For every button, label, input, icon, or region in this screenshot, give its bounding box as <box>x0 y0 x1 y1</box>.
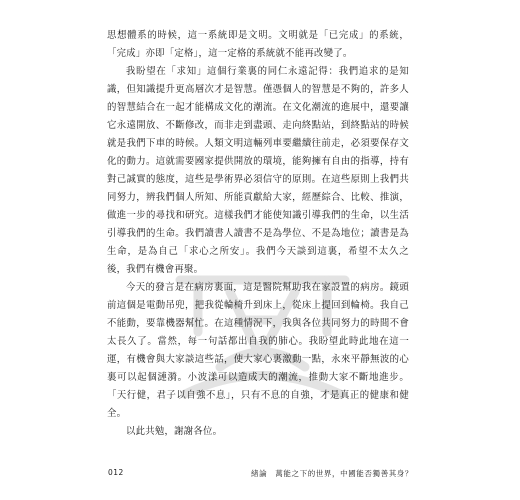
paragraph: 我盼望在「求知」這個行業裏的同仁永遠記得：我們追求的是知識，但知識提升更高層次才是智慧。僅憑個人的智慧是不夠的，許多人的智慧結合在一起才能構成文化的潮流。在文化潮流的進展中，還要讓它永遠開放、不斷修改，而非走到盡頭、走向終點站，到終點站的時候就是我們下車的時候。人類文明這輛列車要繼續往前走，必須要保存文化的動力。這就需要國家提供開放的環境，能夠擁有自由的指導，持有對己誠實的態度，這些是學術界必須信守的原則。在這些原則上我們共同努力，辨我們個人所知、所能貢獻給大家，經歷綜合、比較、推演，做進一步的尋找和研究。這樣我們才能使知識引導我們的生命，以生活引導我們的生命。我們讀書人讀書不是為學位、不是為地位；讀書是為生命，是為自己「求心之所安」。我們今天談到這裏，希望不太久之後，我們有機會再聚。 <box>107 66 409 275</box>
page-footer <box>108 468 413 482</box>
closing-paragraph: 以此共勉，謝謝各位。 <box>126 426 223 437</box>
running-head: 緒論 萬能之下的世界，中國能否獨善其身？ <box>251 469 413 478</box>
paragraph: 今天的發言是在病房裏面，這是醫院幫助我在家設置的病房。鏡頭前這個是電動吊兜，把我從輪椅升到床上，從床上提回到輪椅。我自己不能動，要靠機器幫忙。在這種情況下，我與各位共同努力的時間不會太長久了。當然，每一句話都出自我的肺心。我盼望此時此地在這一運，有機會與大家談這些話，使大家心裏激動一點，永來平靜無波的心裏可以起個漣漪。小波漾可以造成大的潮流，推動大家不斷地進步。「天行健，君子以自強不息」，只有不息的自強，才是真正的健康和健全。 <box>107 282 409 419</box>
body-text <box>107 27 409 441</box>
paragraph-continuation: 思想體系的時候，這一系統即是文明。文明就是「已完成」的系統，「完成」亦即「定格」，這一定格的系統就不能再改變了。 <box>107 30 409 59</box>
page-number: 012 <box>108 468 124 477</box>
